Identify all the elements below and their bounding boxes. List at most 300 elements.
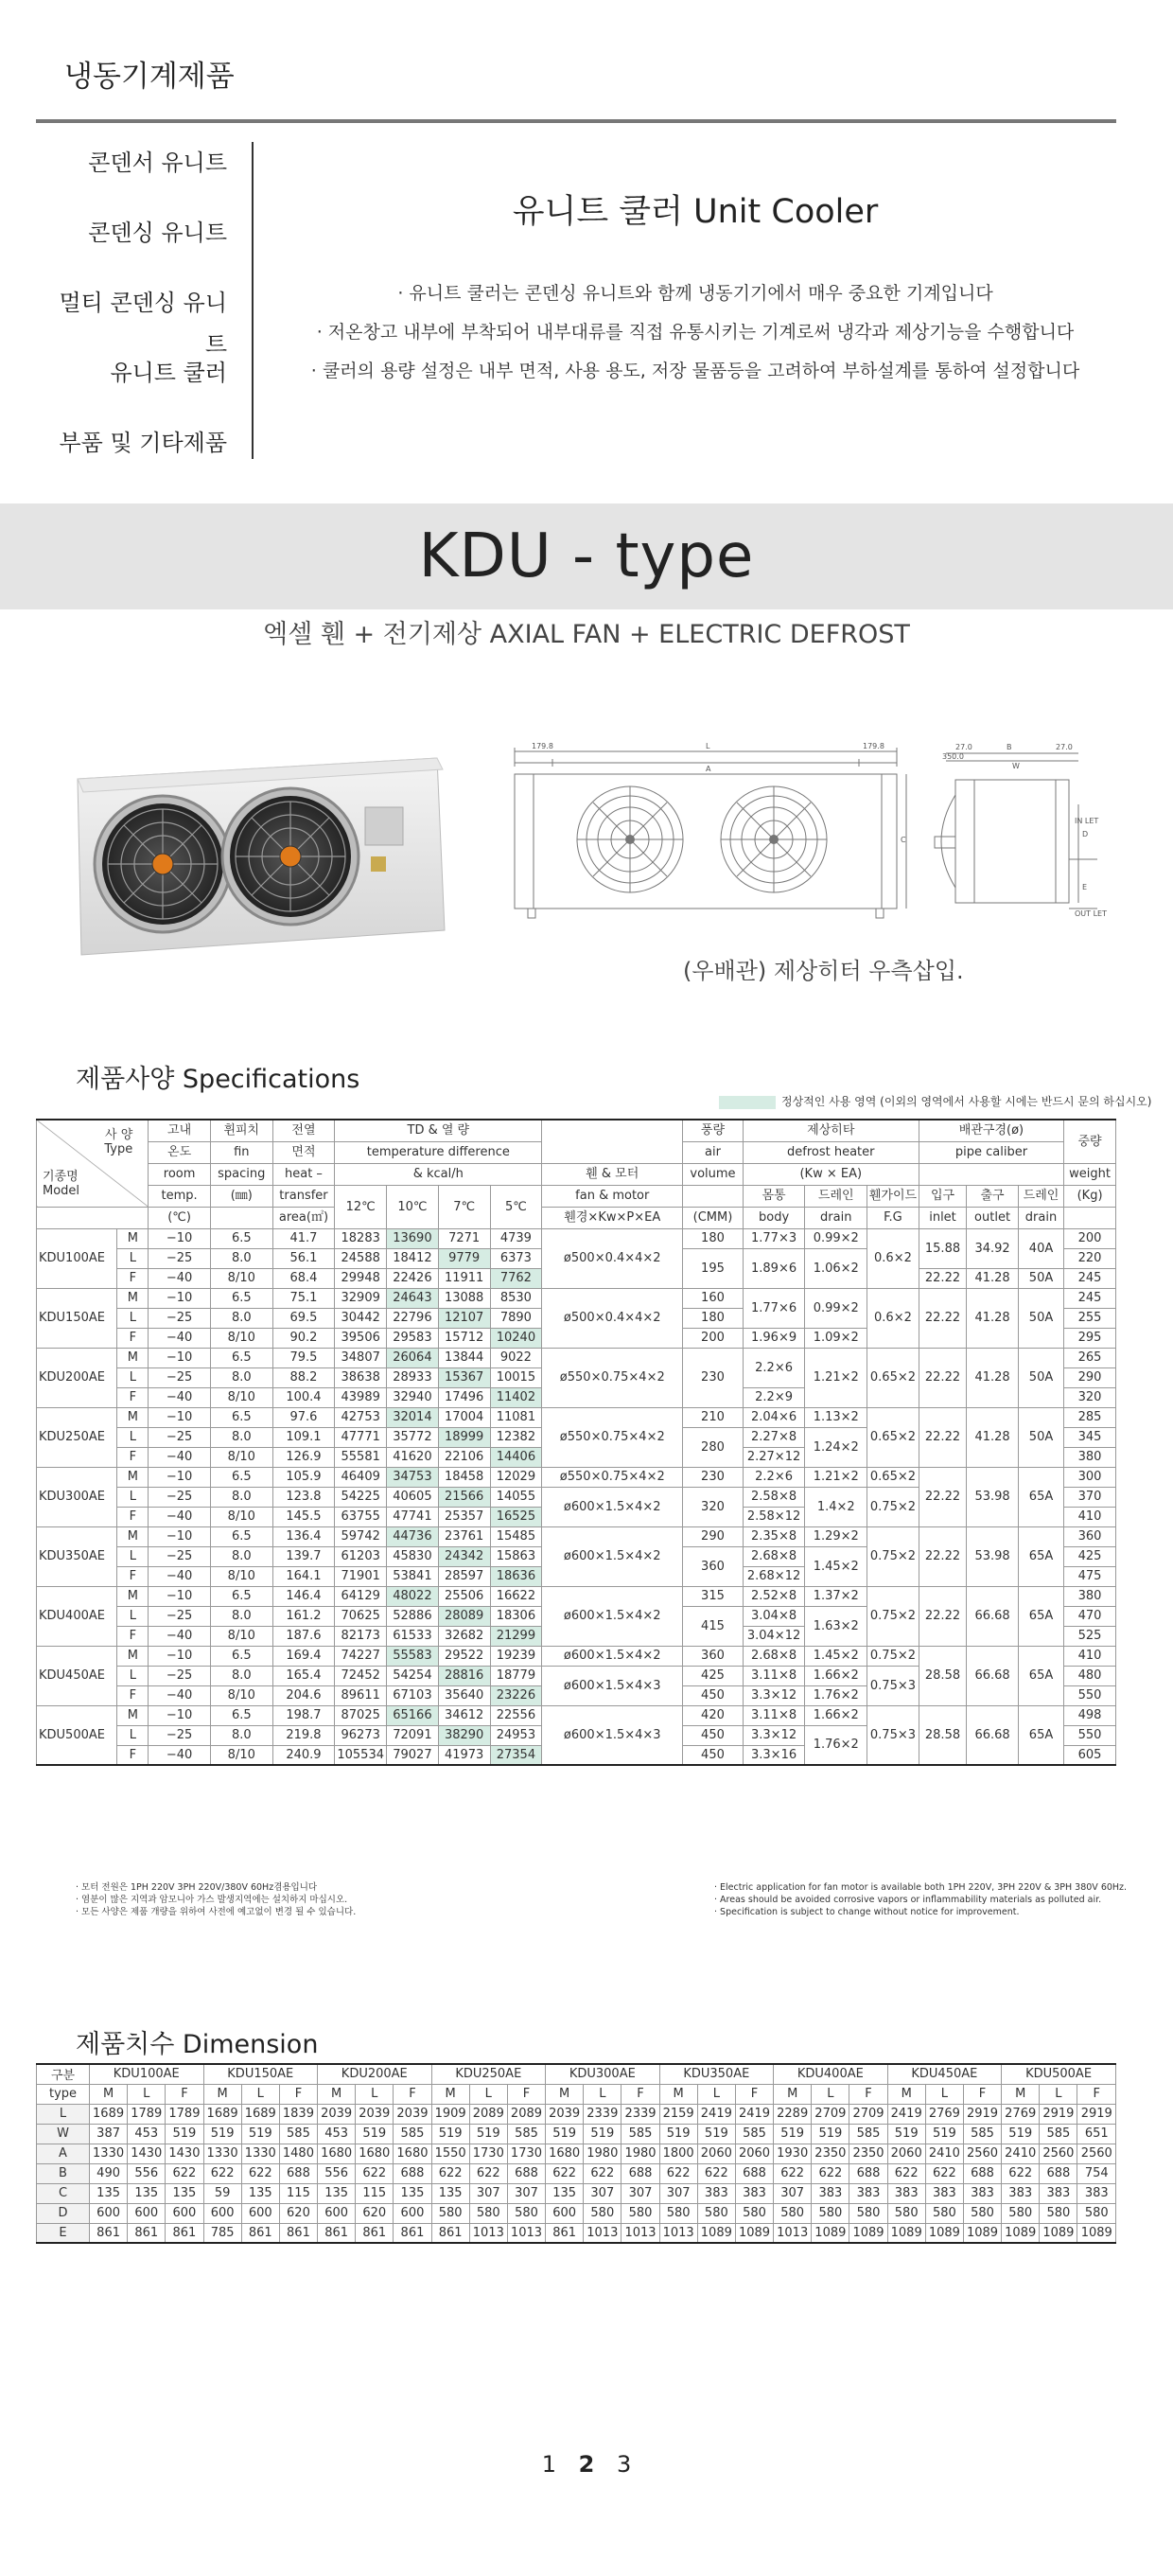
spec-cell: 0.6×2 xyxy=(867,1228,919,1288)
spec-cell: 180 xyxy=(683,1308,744,1328)
dim-cell: 1330 xyxy=(203,2144,241,2163)
spec-cell: F xyxy=(117,1626,149,1646)
spec-cell: 0.75×2 xyxy=(867,1586,919,1646)
spec-cell: 136.4 xyxy=(272,1526,335,1546)
spec-cell: 22.22 xyxy=(919,1268,966,1288)
spec-cell: 75.1 xyxy=(272,1288,335,1308)
spec-cell: 3.11×8 xyxy=(743,1666,805,1685)
spec-cell: 61533 xyxy=(387,1626,439,1646)
spec-cell: 1.77×6 xyxy=(743,1288,805,1328)
spec-cell: −10 xyxy=(149,1586,211,1606)
th-model-row xyxy=(37,1207,149,1228)
dim-cell: 490 xyxy=(90,2163,128,2183)
spec-cell: 126.9 xyxy=(272,1447,335,1467)
spec-cell: 22426 xyxy=(387,1268,439,1288)
spec-cell: F xyxy=(117,1268,149,1288)
dim-cell: 1089 xyxy=(1002,2223,1040,2243)
spec-cell: 1.09×2 xyxy=(805,1328,867,1348)
page-link[interactable]: 3 xyxy=(616,2451,632,2478)
spec-cell: M xyxy=(117,1526,149,1546)
dim-sub-header: M xyxy=(90,2084,128,2104)
menu-item-multi-condensing-unit[interactable]: 멀티 콘덴싱 유니트 xyxy=(59,290,227,358)
dim-cell: 1689 xyxy=(90,2104,128,2124)
spec-cell: 230 xyxy=(683,1348,744,1407)
spec-cell: 72452 xyxy=(335,1666,387,1685)
dim-cell: 519 xyxy=(431,2124,469,2144)
dim-cell: 519 xyxy=(697,2124,735,2144)
drawing-dim-right: 179.8 xyxy=(863,742,884,750)
spec-cell: −10 xyxy=(149,1407,211,1427)
spec-cell: 6.5 xyxy=(210,1348,272,1367)
dim-cell: 580 xyxy=(1040,2203,1077,2223)
dim-cell: 1089 xyxy=(925,2223,963,2243)
spec-cell: −40 xyxy=(149,1566,211,1586)
spec-cell: 2.2×9 xyxy=(743,1387,805,1407)
drawing-dim-a: A xyxy=(706,765,711,773)
spec-cell: 6.5 xyxy=(210,1526,272,1546)
spec-cell: 1.89×6 xyxy=(743,1248,805,1288)
legend-swatch xyxy=(719,1096,776,1109)
spec-cell: 48022 xyxy=(387,1586,439,1606)
dim-cell: 585 xyxy=(507,2124,545,2144)
spec-cell: 8/10 xyxy=(210,1745,272,1765)
spec-cell: 50A xyxy=(1018,1288,1063,1348)
dim-sub-header: L xyxy=(356,2084,394,2104)
spec-cell: 195 xyxy=(683,1248,744,1288)
spec-cell: 1.21×2 xyxy=(805,1348,867,1407)
spec-cell: 24588 xyxy=(335,1248,387,1268)
dim-model-header: KDU300AE xyxy=(546,2064,660,2084)
dim-cell: 1013 xyxy=(584,2223,622,2243)
spec-cell: M xyxy=(117,1646,149,1666)
dim-cell: 383 xyxy=(1040,2183,1077,2203)
dim-sub-header: L xyxy=(128,2084,166,2104)
spec-cell: 63755 xyxy=(335,1507,387,1526)
th-fin-blank xyxy=(210,1207,272,1228)
table-row xyxy=(37,1586,1116,1606)
th-area-2: 면적 xyxy=(272,1141,335,1163)
spec-cell: M xyxy=(117,1288,149,1308)
spec-cell: −25 xyxy=(149,1546,211,1566)
th-temp-2: 온도 xyxy=(149,1141,211,1163)
dim-cell: 1089 xyxy=(963,2223,1001,2243)
spec-cell: 41973 xyxy=(438,1745,490,1765)
spec-cell: ø600×1.5×4×3 xyxy=(542,1666,683,1705)
spec-cell: −10 xyxy=(149,1646,211,1666)
dim-cell: 115 xyxy=(279,2183,317,2203)
spec-cell: 70625 xyxy=(335,1606,387,1626)
th-air: 풍량 xyxy=(683,1120,744,1141)
spec-cell: 290 xyxy=(683,1526,744,1546)
dim-cell: 580 xyxy=(735,2203,773,2223)
spec-cell: 8/10 xyxy=(210,1268,272,1288)
drawing-inlet-label: IN LET xyxy=(1075,817,1099,825)
dim-cell: 1013 xyxy=(659,2223,697,2243)
table-row xyxy=(37,1705,1116,1725)
spec-cell: 6.5 xyxy=(210,1288,272,1308)
menu-item-parts[interactable]: 부품 및 기타제품 xyxy=(59,430,227,456)
dim-cell: 1089 xyxy=(812,2223,849,2243)
spec-cell: 2.35×8 xyxy=(743,1526,805,1546)
spec-cell: 6.5 xyxy=(210,1407,272,1427)
note-line: · Areas should be avoided corrosive vapors or inflammability materials as polluted air. xyxy=(714,1895,1102,1905)
spec-cell: 300 xyxy=(1064,1467,1116,1487)
drawing-dim-top-a: 27.0 xyxy=(955,743,972,751)
spec-cell: F xyxy=(117,1447,149,1467)
dim-cell: 600 xyxy=(203,2203,241,2223)
spec-cell: ø600×1.5×4×2 xyxy=(542,1487,683,1526)
dim-model-header: KDU250AE xyxy=(431,2064,546,2084)
spec-cell: 79.5 xyxy=(272,1348,335,1367)
page-link[interactable]: 1 xyxy=(541,2451,556,2478)
spec-cell: 8/10 xyxy=(210,1507,272,1526)
spec-cell: 605 xyxy=(1064,1745,1116,1765)
spec-cell: 2.68×12 xyxy=(743,1566,805,1586)
spec-cell: 0.75×2 xyxy=(867,1646,919,1666)
dim-cell: 622 xyxy=(241,2163,279,2183)
spec-cell: 2.68×8 xyxy=(743,1646,805,1666)
dim-cell: 135 xyxy=(128,2183,166,2203)
dim-cell: 1550 xyxy=(431,2144,469,2163)
table-row xyxy=(37,1467,1116,1487)
spec-cell: 180 xyxy=(683,1228,744,1248)
th-weight: 중량 xyxy=(1064,1120,1116,1163)
spec-cell: 82173 xyxy=(335,1626,387,1646)
spec-cell: 1.76×2 xyxy=(805,1685,867,1705)
th-outlet: 출구 xyxy=(967,1185,1019,1207)
dim-cell: 556 xyxy=(318,2163,356,2183)
table-row xyxy=(37,1526,1116,1546)
spec-cell: 16622 xyxy=(490,1586,542,1606)
spec-cell: 8.0 xyxy=(210,1666,272,1685)
spec-cell: 8/10 xyxy=(210,1447,272,1467)
dim-cell: 2060 xyxy=(735,2144,773,2163)
dim-cell: 861 xyxy=(356,2223,394,2243)
spec-cell: −25 xyxy=(149,1666,211,1685)
dim-sub-header: M xyxy=(546,2084,584,2104)
spec-cell: 3.11×8 xyxy=(743,1705,805,1725)
spec-cell: 65A xyxy=(1018,1526,1063,1586)
spec-cell: 0.75×3 xyxy=(867,1705,919,1765)
spec-cell: ø500×0.4×4×2 xyxy=(542,1228,683,1288)
spec-cell: 38638 xyxy=(335,1367,387,1387)
dim-cell: 620 xyxy=(279,2203,317,2223)
dim-cell: 861 xyxy=(394,2223,431,2243)
product-photo xyxy=(68,750,448,961)
spec-cell: −10 xyxy=(149,1228,211,1248)
dim-cell: 580 xyxy=(925,2203,963,2223)
spec-cell: 32682 xyxy=(438,1626,490,1646)
spec-cell: 161.2 xyxy=(272,1606,335,1626)
spec-cell: M xyxy=(117,1228,149,1248)
dim-cell: 1680 xyxy=(318,2144,356,2163)
spec-cell: 165.4 xyxy=(272,1666,335,1685)
dim-cell: 383 xyxy=(849,2183,887,2203)
spec-cell: 28.58 xyxy=(919,1705,966,1765)
dim-cell: 2419 xyxy=(697,2104,735,2124)
spec-cell: −40 xyxy=(149,1507,211,1526)
spec-cell: −25 xyxy=(149,1308,211,1328)
spec-cell: 139.7 xyxy=(272,1546,335,1566)
dim-cell: 135 xyxy=(241,2183,279,2203)
dimension-table xyxy=(36,2063,1116,2244)
dim-cell: 383 xyxy=(735,2183,773,2203)
spec-cell: 1.45×2 xyxy=(805,1646,867,1666)
th-weight-blank xyxy=(1064,1207,1116,1228)
dim-cell: 622 xyxy=(203,2163,241,2183)
spec-cell: 1.63×2 xyxy=(805,1606,867,1646)
pagination xyxy=(0,2451,1173,2478)
menu-item-unit-cooler[interactable]: 유니트 쿨러 xyxy=(110,360,227,386)
spec-cell: 109.1 xyxy=(272,1427,335,1447)
dim-cell: 307 xyxy=(622,2183,659,2203)
spec-cell: 53.98 xyxy=(967,1526,1019,1586)
dim-cell: 135 xyxy=(431,2183,469,2203)
th-drain-en: drain xyxy=(805,1207,867,1228)
spec-cell: L xyxy=(117,1725,149,1745)
menu-item-condenser-unit[interactable]: 콘덴서 유니트 xyxy=(88,150,227,176)
page-title: 냉동기계제품 xyxy=(64,60,235,94)
dim-sub-header: F xyxy=(963,2084,1001,2104)
model-name: KDU200AE xyxy=(37,1348,117,1407)
dim-sub-header: F xyxy=(735,2084,773,2104)
spec-cell: 22.22 xyxy=(919,1288,966,1348)
spec-cell: 0.65×2 xyxy=(867,1348,919,1407)
dim-cell: 1330 xyxy=(90,2144,128,2163)
technical-drawing xyxy=(511,738,1116,956)
dim-cell: 600 xyxy=(318,2203,356,2223)
spec-cell: 498 xyxy=(1064,1705,1116,1725)
spec-cell: 66.68 xyxy=(967,1646,1019,1705)
table-row xyxy=(37,1228,1116,1248)
spec-cell: 29522 xyxy=(438,1646,490,1666)
th-fan xyxy=(542,1120,683,1163)
spec-cell: 2.04×6 xyxy=(743,1407,805,1427)
spec-cell: 204.6 xyxy=(272,1685,335,1705)
dim-cell: 622 xyxy=(431,2163,469,2183)
spec-cell: 32940 xyxy=(387,1387,439,1407)
dim-cell: 622 xyxy=(774,2163,812,2183)
spec-cell: 3.3×12 xyxy=(743,1725,805,1745)
dim-cell: 1680 xyxy=(356,2144,394,2163)
dim-model-header: KDU100AE xyxy=(90,2064,204,2084)
dim-cell: 1680 xyxy=(394,2144,431,2163)
dim-cell: 622 xyxy=(469,2163,507,2183)
menu-item-condensing-unit[interactable]: 콘덴싱 유니트 xyxy=(88,220,227,246)
spec-cell: 18283 xyxy=(335,1228,387,1248)
spec-cell: 10240 xyxy=(490,1328,542,1348)
dim-cell: 688 xyxy=(622,2163,659,2183)
dim-cell: 1730 xyxy=(469,2144,507,2163)
spec-cell: 410 xyxy=(1064,1646,1116,1666)
spec-cell: 34753 xyxy=(387,1467,439,1487)
note-line: · Specification is subject to change without notice for improvement. xyxy=(714,1907,1020,1917)
spec-cell: 320 xyxy=(683,1487,744,1526)
page-link-current[interactable]: 2 xyxy=(578,2451,595,2478)
spec-cell: 89611 xyxy=(335,1685,387,1705)
spec-cell: 65166 xyxy=(387,1705,439,1725)
dim-corner: 구분 xyxy=(37,2064,90,2084)
spec-cell: 15863 xyxy=(490,1546,542,1566)
spec-cell: ø600×1.5×4×2 xyxy=(542,1526,683,1586)
spec-cell: ø550×0.75×4×2 xyxy=(542,1407,683,1467)
spec-cell: 295 xyxy=(1064,1328,1116,1348)
dim-cell: 1430 xyxy=(166,2144,203,2163)
dim-cell: 688 xyxy=(735,2163,773,2183)
spec-cell: 50A xyxy=(1018,1407,1063,1467)
model-name: KDU400AE xyxy=(37,1586,117,1646)
dim-sub-header: L xyxy=(697,2084,735,2104)
dim-cell: 135 xyxy=(90,2183,128,2203)
spec-cell: 320 xyxy=(1064,1387,1116,1407)
dim-cell: 600 xyxy=(241,2203,279,2223)
spec-cell: 79027 xyxy=(387,1745,439,1765)
dim-cell: 2410 xyxy=(1002,2144,1040,2163)
drawing-dim-side: 350.0 xyxy=(942,752,964,761)
dim-sub-header: F xyxy=(622,2084,659,2104)
dim-cell: 2039 xyxy=(394,2104,431,2124)
spec-cell: 21566 xyxy=(438,1487,490,1507)
dim-cell: 620 xyxy=(356,2203,394,2223)
spec-cell: 59742 xyxy=(335,1526,387,1546)
dim-cell: 519 xyxy=(774,2124,812,2144)
dim-cell: 519 xyxy=(241,2124,279,2144)
spec-cell: 13844 xyxy=(438,1348,490,1367)
spec-cell: 35772 xyxy=(387,1427,439,1447)
dim-cell: 2039 xyxy=(318,2104,356,2124)
dim-cell: 383 xyxy=(697,2183,735,2203)
dim-cell: 2560 xyxy=(1040,2144,1077,2163)
spec-cell: 245 xyxy=(1064,1268,1116,1288)
spec-cell: 1.4×2 xyxy=(805,1487,867,1526)
spec-cell: −40 xyxy=(149,1745,211,1765)
dim-sub-header: M xyxy=(887,2084,925,2104)
dim-cell: 580 xyxy=(1077,2203,1116,2223)
th-weight-2: weight xyxy=(1064,1163,1116,1185)
dim-key: E xyxy=(37,2223,90,2243)
dim-cell: 387 xyxy=(90,2124,128,2144)
spec-cell: 8/10 xyxy=(210,1328,272,1348)
spec-table xyxy=(36,1119,1116,1766)
dim-cell: 383 xyxy=(1002,2183,1040,2203)
dim-cell: 785 xyxy=(203,2223,241,2243)
spec-cell: 480 xyxy=(1064,1666,1116,1685)
dim-cell: 585 xyxy=(279,2124,317,2144)
dim-cell: 383 xyxy=(1077,2183,1116,2203)
dim-cell: 115 xyxy=(356,2183,394,2203)
spec-cell: 0.75×2 xyxy=(867,1487,919,1526)
dim-cell: 1680 xyxy=(546,2144,584,2163)
spec-cell: 425 xyxy=(1064,1546,1116,1566)
th-td-12: 12℃ xyxy=(335,1185,387,1228)
dim-cell: 861 xyxy=(128,2223,166,2243)
spec-cell: 14055 xyxy=(490,1487,542,1507)
dim-cell: 383 xyxy=(812,2183,849,2203)
spec-cell: 245 xyxy=(1064,1288,1116,1308)
dim-row xyxy=(37,2124,1116,2144)
dim-cell: 622 xyxy=(584,2163,622,2183)
dim-cell: 2919 xyxy=(1040,2104,1077,2124)
spec-cell: 15367 xyxy=(438,1367,490,1387)
type-banner xyxy=(0,503,1173,609)
spec-cell: 240.9 xyxy=(272,1745,335,1765)
spec-cell: 200 xyxy=(683,1328,744,1348)
dim-cell: 383 xyxy=(925,2183,963,2203)
spec-cell: 1.66×2 xyxy=(805,1666,867,1685)
spec-cell: 420 xyxy=(683,1705,744,1725)
spec-cell: 22.22 xyxy=(919,1407,966,1467)
spec-cell: 160 xyxy=(683,1288,744,1308)
dim-sub-header: F xyxy=(1077,2084,1116,2104)
spec-cell: 1.06×2 xyxy=(805,1248,867,1288)
dim-cell: 580 xyxy=(469,2203,507,2223)
spec-cell: 13088 xyxy=(438,1288,490,1308)
spec-cell: 1.66×2 xyxy=(805,1705,867,1725)
spec-cell: 55583 xyxy=(387,1646,439,1666)
category-menu xyxy=(38,142,254,459)
dim-sub-header: F xyxy=(507,2084,545,2104)
drawing-dim-b: B xyxy=(1007,743,1012,751)
spec-cell: 525 xyxy=(1064,1626,1116,1646)
spec-cell: 53841 xyxy=(387,1566,439,1586)
note-line: · Electric application for fan motor is available both 1PH 220V, 3PH 220V & 3PH 380V 60Hz. xyxy=(714,1882,1128,1893)
th-temp-4: temp. xyxy=(149,1185,211,1207)
spec-cell: 40A xyxy=(1018,1228,1063,1268)
spec-cell: 6.5 xyxy=(210,1646,272,1666)
spec-cell: 4739 xyxy=(490,1228,542,1248)
th-defrost-2: defrost heater xyxy=(743,1141,919,1163)
spec-cell: M xyxy=(117,1348,149,1367)
spec-cell: 8/10 xyxy=(210,1387,272,1407)
th-temp-5: (℃) xyxy=(149,1207,211,1228)
dim-cell: 1689 xyxy=(241,2104,279,2124)
dim-cell: 585 xyxy=(394,2124,431,2144)
model-name: KDU100AE xyxy=(37,1228,117,1288)
spec-cell: 22796 xyxy=(387,1308,439,1328)
spec-cell: ø600×1.5×4×2 xyxy=(542,1646,683,1666)
dim-cell: 622 xyxy=(812,2163,849,2183)
spec-cell: −25 xyxy=(149,1487,211,1507)
spec-cell: 0.65×2 xyxy=(867,1407,919,1467)
dim-cell: 519 xyxy=(546,2124,584,2144)
th-fan-2: 휀 & 모터 xyxy=(542,1163,683,1185)
dim-sub-header: F xyxy=(394,2084,431,2104)
spec-cell: 56.1 xyxy=(272,1248,335,1268)
spec-cell: M xyxy=(117,1407,149,1427)
th-td: TD & 열 량 xyxy=(335,1120,542,1141)
dim-model-header: KDU350AE xyxy=(659,2064,774,2084)
spec-cell: 3.04×8 xyxy=(743,1606,805,1626)
dim-cell: 2060 xyxy=(887,2144,925,2163)
spec-cell: 67103 xyxy=(387,1685,439,1705)
spec-cell: 66.68 xyxy=(967,1586,1019,1646)
note-line: · 모든 사양은 제품 개량을 위하여 사전에 예고없이 변경 될 수 있습니다. xyxy=(76,1907,357,1917)
spec-notes-ko xyxy=(76,1881,356,1918)
spec-cell: −40 xyxy=(149,1685,211,1705)
spec-cell: 28816 xyxy=(438,1666,490,1685)
dim-model-header: KDU150AE xyxy=(203,2064,318,2084)
dim-cell: 1930 xyxy=(774,2144,812,2163)
spec-cell: 55581 xyxy=(335,1447,387,1467)
dim-cell: 651 xyxy=(1077,2124,1116,2144)
dim-cell: 307 xyxy=(507,2183,545,2203)
dim-cell: 688 xyxy=(394,2163,431,2183)
spec-cell: 8.0 xyxy=(210,1725,272,1745)
page-header xyxy=(36,0,1116,123)
spec-cell: 0.99×2 xyxy=(805,1228,867,1248)
spec-cell: 450 xyxy=(683,1725,744,1745)
spec-cell: 22106 xyxy=(438,1447,490,1467)
